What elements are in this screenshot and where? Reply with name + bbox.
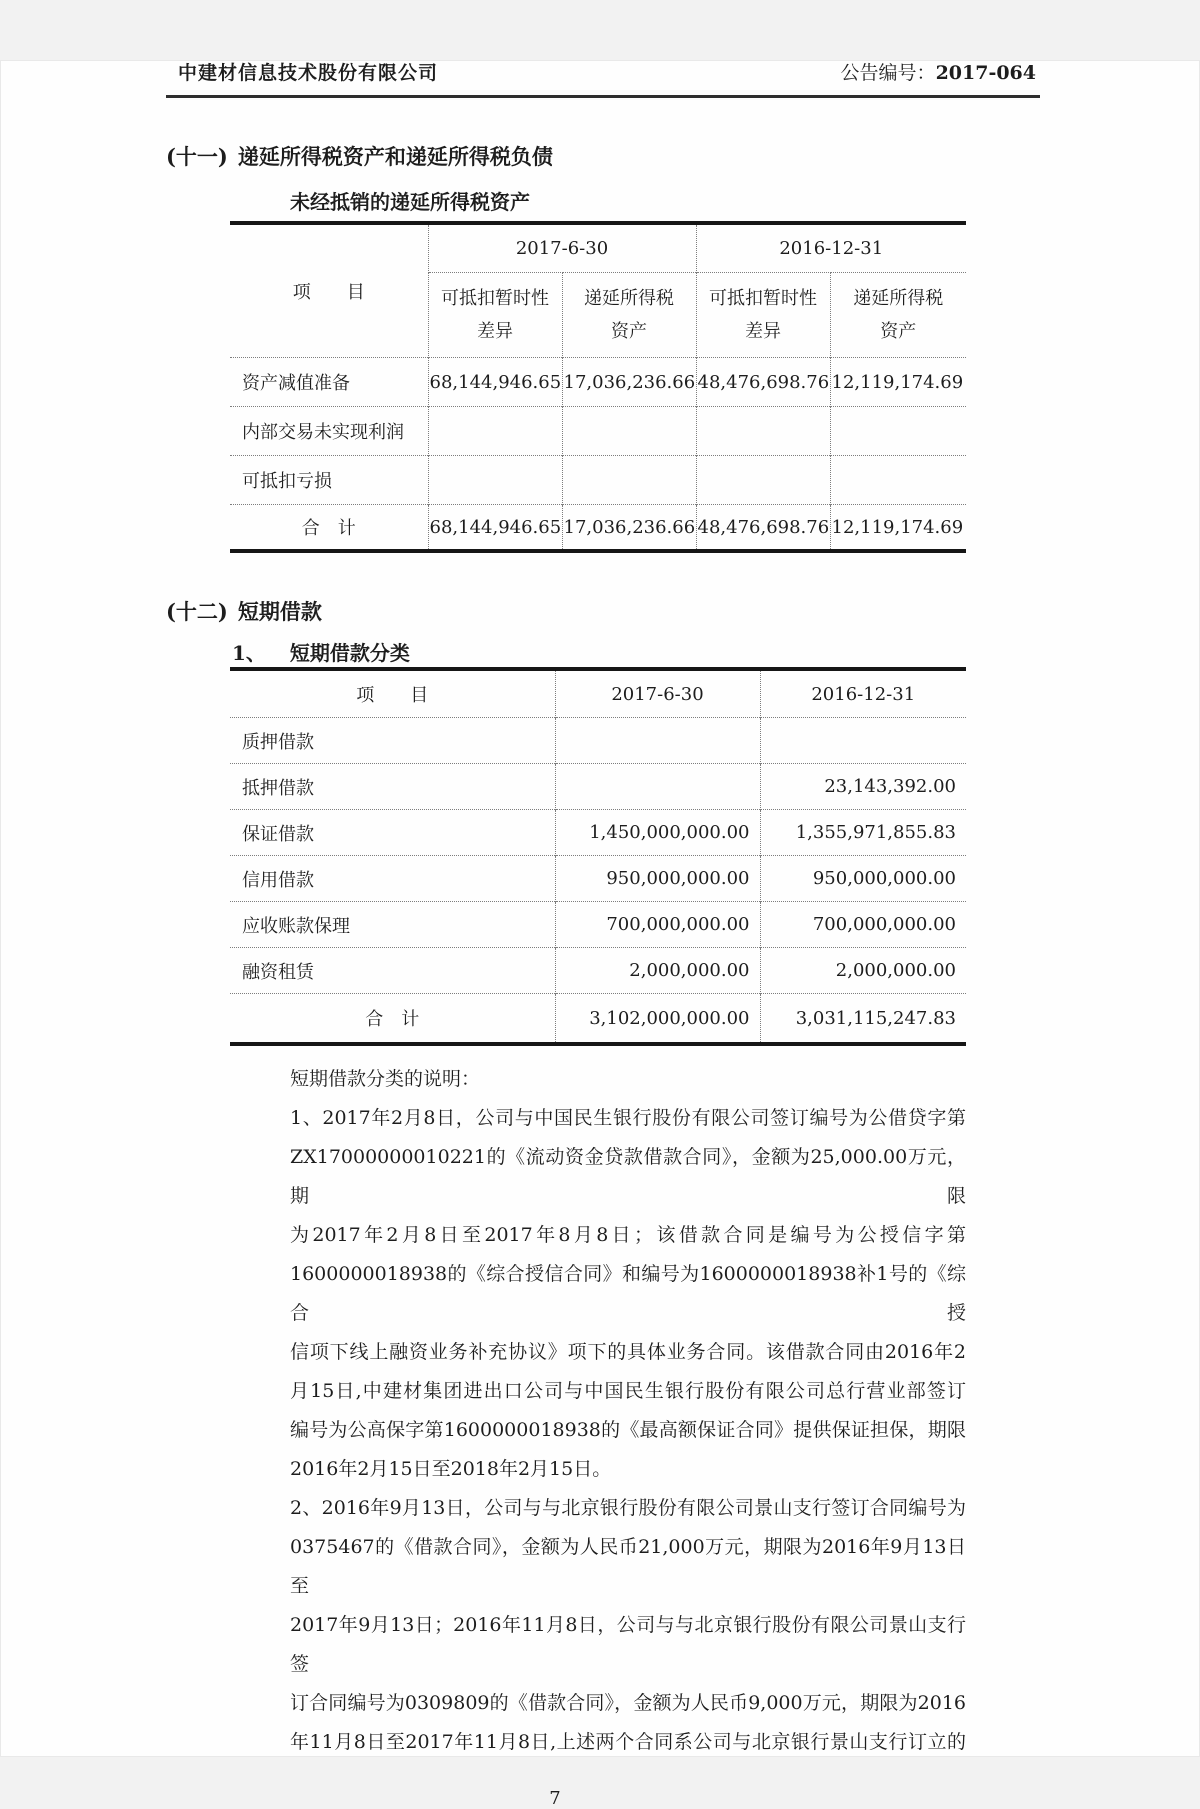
table-cell: 3,102,000,000.00 — [555, 994, 760, 1045]
table-header-row — [230, 669, 966, 718]
page-header — [166, 60, 1040, 98]
table-cell: 48,476,698.76 — [696, 358, 830, 407]
note-line: 年11月8日至2017年11月8日,上述两个合同系公司与北京银行景山支行订立的 — [290, 1731, 966, 1753]
table-row — [230, 948, 966, 994]
deferred-asset-header-2016 — [830, 273, 966, 358]
row-label: 保证借款 — [230, 810, 555, 856]
deferred-tax-table — [230, 221, 966, 553]
table-cell: 17,036,236.66 — [562, 505, 696, 552]
row-label: 抵押借款 — [230, 764, 555, 810]
section-12-heading — [166, 597, 1200, 627]
page-number: 7 — [549, 1788, 561, 1809]
table-row — [230, 856, 966, 902]
table-row — [230, 764, 966, 810]
table-cell: 48,476,698.76 — [696, 505, 830, 552]
row-label: 质押借款 — [230, 718, 555, 764]
table-cell: 12,119,174.69 — [830, 358, 966, 407]
table-row — [230, 407, 966, 456]
table-cell — [428, 456, 562, 505]
deductible-diff-header-2017 — [428, 273, 562, 358]
note-line: 月15日,中建材集团进出口公司与中国民生银行股份有限公司总行营业部签订 — [290, 1380, 966, 1402]
table-cell: 700,000,000.00 — [555, 902, 760, 948]
section-12-subitem-heading — [232, 639, 1200, 667]
subitem-number: 1、 — [232, 641, 266, 665]
note-line: ZX17000000010221的《流动资金贷款借款合同》，金额为25,000.00万元，期限 — [290, 1146, 966, 1207]
table-cell: 68,144,946.65 — [428, 358, 562, 407]
section-12-title: 短期借款 — [237, 599, 322, 624]
announcement-label: 公告编号： — [840, 62, 936, 84]
notes-title: 短期借款分类的说明： — [290, 1068, 481, 1090]
subheader-line: 可抵扣暂时性 — [709, 288, 817, 309]
announcement-number — [841, 60, 1036, 86]
table-row — [230, 456, 966, 505]
table-cell: 3,031,115,247.83 — [760, 994, 966, 1045]
table-cell: 17,036,236.66 — [562, 358, 696, 407]
subheader-line: 差异 — [745, 321, 781, 342]
section-11-subtitle: 未经抵销的递延所得税资产 — [290, 190, 530, 214]
period-2017-header: 2017-6-30 — [428, 223, 696, 273]
table-cell: 68,144,946.65 — [428, 505, 562, 552]
table-row — [230, 902, 966, 948]
note-line: 2016年2月15日至2018年2月15日。 — [290, 1458, 612, 1480]
table-cell — [696, 456, 830, 505]
item-column-header: 项 目 — [292, 282, 365, 303]
table-cell — [428, 407, 562, 456]
loan-notes — [290, 1060, 966, 1762]
table-cell — [696, 407, 830, 456]
table-cell — [562, 456, 696, 505]
row-label: 内部交易未实现利润 — [230, 407, 428, 456]
short-term-loan-table — [230, 667, 966, 1046]
page-footer — [230, 1788, 880, 1809]
table-cell — [555, 718, 760, 764]
table-cell: 2,000,000.00 — [760, 948, 966, 994]
table-row — [230, 358, 966, 407]
table-header-dates-row — [230, 223, 966, 273]
section-11-number: (十一) — [166, 144, 228, 169]
subheader-line: 资产 — [611, 321, 647, 342]
section-12-number: (十二) — [166, 599, 228, 624]
announcement-no-value: 2017-064 — [935, 62, 1036, 84]
table-total-row — [230, 505, 966, 552]
row-label: 资产减值准备 — [230, 358, 428, 407]
subheader-line: 递延所得税 — [853, 288, 944, 309]
table-cell: 950,000,000.00 — [760, 856, 966, 902]
note-line: 1600000018938的《综合授信合同》和编号为1600000018938补1号的《综合授 — [290, 1263, 966, 1324]
deferred-asset-header-2017 — [562, 273, 696, 358]
item-column-header: 项 目 — [356, 685, 429, 706]
total-label: 合 计 — [230, 505, 428, 552]
subitem-title: 短期借款分类 — [289, 641, 410, 665]
table-cell: 700,000,000.00 — [760, 902, 966, 948]
note-line: 2、2016年9月13日，公司与与北京银行股份有限公司景山支行签订合同编号为 — [290, 1497, 966, 1519]
table-total-row — [230, 994, 966, 1045]
note-line: 信项下线上融资业务补充协议》项下的具体业务合同。该借款合同由2016年2 — [290, 1341, 966, 1363]
row-label: 可抵扣亏损 — [230, 456, 428, 505]
note-line: 1、2017年2月8日，公司与中国民生银行股份有限公司签订编号为公借贷字第 — [290, 1107, 966, 1129]
note-line: 2017年9月13日；2016年11月8日，公司与与北京银行股份有限公司景山支行签 — [290, 1614, 966, 1675]
row-label: 信用借款 — [230, 856, 555, 902]
note-line: 订合同编号为0309809的《借款合同》，金额为人民币9,000万元，期限为2016 — [290, 1692, 966, 1714]
table-cell — [830, 456, 966, 505]
table-cell: 1,355,971,855.83 — [760, 810, 966, 856]
total-label: 合 计 — [230, 994, 555, 1045]
note-line: 0375467的《借款合同》，金额为人民币21,000万元，期限为2016年9月13日至 — [290, 1536, 966, 1597]
table-cell: 2,000,000.00 — [555, 948, 760, 994]
row-label: 应收账款保理 — [230, 902, 555, 948]
note-line: 编号为公高保字第1600000018938的《最高额保证合同》提供保证担保，期限 — [290, 1419, 966, 1441]
section-11-title: 递延所得税资产和递延所得税负债 — [237, 144, 553, 169]
subheader-line: 可抵扣暂时性 — [441, 288, 549, 309]
table-cell: 950,000,000.00 — [555, 856, 760, 902]
row-label: 融资租赁 — [230, 948, 555, 994]
document-page — [0, 60, 1200, 1809]
table-cell — [760, 718, 966, 764]
table-cell — [562, 407, 696, 456]
table-cell: 12,119,174.69 — [830, 505, 966, 552]
company-name: 中建材信息技术股份有限公司 — [178, 62, 439, 84]
section-11-heading — [166, 142, 1200, 172]
subheader-line: 资产 — [880, 321, 917, 342]
table-row — [230, 718, 966, 764]
note-line: 为2017年2月8日至2017年8月8日；该借款合同是编号为公授信字第 — [290, 1224, 966, 1246]
period-2016-header: 2016-12-31 — [760, 669, 966, 718]
table-cell: 1,450,000,000.00 — [555, 810, 760, 856]
subheader-line: 递延所得税 — [584, 288, 674, 309]
table-cell — [555, 764, 760, 810]
table-cell: 23,143,392.00 — [760, 764, 966, 810]
period-2016-header: 2016-12-31 — [696, 223, 966, 273]
subheader-line: 差异 — [477, 321, 513, 342]
period-2017-header: 2017-6-30 — [555, 669, 760, 718]
table-cell — [830, 407, 966, 456]
deductible-diff-header-2016 — [696, 273, 830, 358]
table-row — [230, 810, 966, 856]
